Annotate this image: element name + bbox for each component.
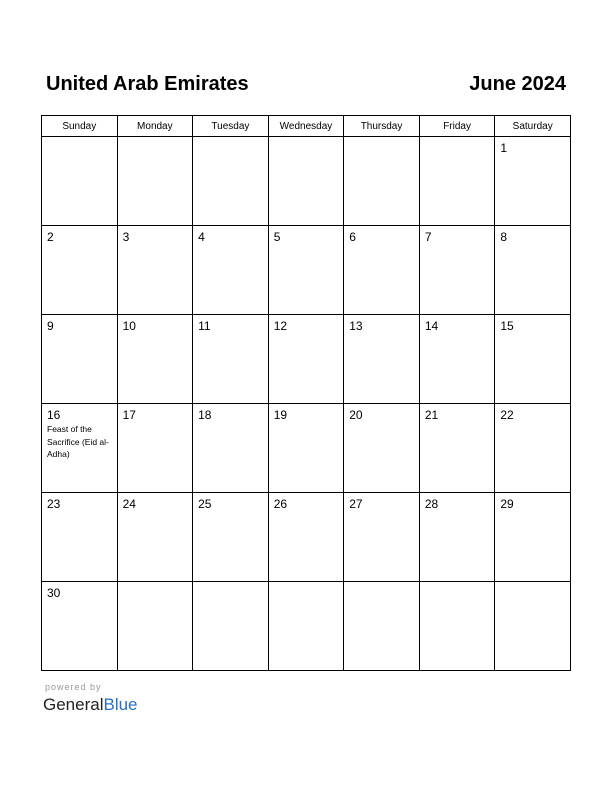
day-number <box>42 137 117 141</box>
day-number <box>193 582 268 586</box>
day-cell <box>344 493 420 582</box>
day-cell <box>344 404 420 493</box>
day-number: 27 <box>349 497 363 511</box>
empty-day-cell <box>193 137 269 226</box>
day-cell <box>268 404 344 493</box>
empty-day-cell <box>344 137 420 226</box>
day-number: 13 <box>349 319 363 333</box>
week-row <box>42 137 571 226</box>
day-number <box>420 137 495 141</box>
weekday-wednesday: Wednesday <box>268 116 344 137</box>
day-number <box>344 582 419 586</box>
day-number: 15 <box>500 319 514 333</box>
brand-blue-text: Blue <box>103 695 138 714</box>
day-cell <box>117 404 193 493</box>
empty-day-cell <box>419 582 495 671</box>
week-row <box>42 404 571 493</box>
day-cell <box>344 226 420 315</box>
weekday-sunday: Sunday <box>42 116 118 137</box>
day-cell <box>193 404 269 493</box>
day-number: 26 <box>273 497 288 511</box>
day-cell <box>117 493 193 582</box>
day-cell <box>419 493 495 582</box>
day-cell <box>42 315 118 404</box>
day-number <box>269 137 344 141</box>
empty-day-cell <box>117 137 193 226</box>
day-number: 9 <box>47 319 54 333</box>
day-cell <box>42 582 118 671</box>
day-cell <box>117 315 193 404</box>
day-cell <box>495 226 571 315</box>
weekday-thursday: Thursday <box>344 116 420 137</box>
brand-general-text: General <box>43 695 104 714</box>
day-number: 7 <box>424 230 432 244</box>
empty-day-cell <box>268 582 344 671</box>
day-number <box>269 582 344 586</box>
country-title: United Arab Emirates <box>46 73 249 95</box>
empty-day-cell <box>268 137 344 226</box>
holiday-label: Feast of the Sacrifice (Eid al-Adha) <box>47 424 109 459</box>
month-year-title: June 2024 <box>469 73 566 95</box>
day-cell <box>495 404 571 493</box>
day-number: 21 <box>424 408 439 422</box>
day-number: 19 <box>273 408 288 422</box>
day-number <box>420 582 495 586</box>
day-number: 6 <box>349 230 356 244</box>
day-number: 4 <box>198 230 205 244</box>
day-number: 14 <box>424 319 439 333</box>
day-number: 1 <box>500 141 508 155</box>
week-row <box>42 315 571 404</box>
week-row <box>42 226 571 315</box>
weekday-tuesday: Tuesday <box>193 116 269 137</box>
day-cell <box>193 493 269 582</box>
day-cell <box>117 226 193 315</box>
day-number <box>344 137 419 141</box>
day-number: 28 <box>424 497 439 511</box>
day-number: 18 <box>198 408 212 422</box>
day-cell <box>42 226 118 315</box>
week-row <box>42 493 571 582</box>
weekday-monday: Monday <box>117 116 193 137</box>
day-number: 16 <box>47 408 61 422</box>
footer-branding <box>43 682 138 716</box>
day-number: 3 <box>122 230 130 244</box>
day-number: 2 <box>47 230 54 244</box>
day-cell <box>419 315 495 404</box>
day-number <box>118 137 193 141</box>
weekday-saturday: Saturday <box>495 116 571 137</box>
day-cell <box>193 315 269 404</box>
day-number: 17 <box>122 408 136 422</box>
day-number: 22 <box>500 408 514 422</box>
powered-by-text: powered by <box>45 682 102 692</box>
month-calendar-grid <box>41 115 571 671</box>
day-cell <box>344 315 420 404</box>
empty-day-cell <box>42 137 118 226</box>
day-number: 24 <box>122 497 136 511</box>
empty-day-cell <box>117 582 193 671</box>
day-cell <box>268 493 344 582</box>
week-row <box>42 582 571 671</box>
generalblue-logo[interactable] <box>43 694 138 716</box>
day-cell <box>419 404 495 493</box>
weekday-header-row <box>42 116 571 137</box>
day-number <box>118 582 193 586</box>
weekday-friday: Friday <box>419 116 495 137</box>
day-number: 29 <box>500 497 514 511</box>
day-cell <box>42 493 118 582</box>
day-number: 8 <box>500 230 508 244</box>
empty-day-cell <box>495 582 571 671</box>
day-cell <box>419 226 495 315</box>
day-number <box>193 137 268 141</box>
empty-day-cell <box>419 137 495 226</box>
day-number <box>495 582 570 586</box>
calendar-header <box>46 70 566 100</box>
day-number: 25 <box>198 497 212 511</box>
day-number: 10 <box>122 319 136 333</box>
day-cell <box>193 226 269 315</box>
day-number: 23 <box>47 497 61 511</box>
day-number: 11 <box>198 319 211 333</box>
day-cell <box>42 404 118 493</box>
empty-day-cell <box>193 582 269 671</box>
day-cell <box>268 315 344 404</box>
day-cell <box>495 493 571 582</box>
day-number: 5 <box>273 230 281 244</box>
day-cell <box>268 226 344 315</box>
empty-day-cell <box>344 582 420 671</box>
day-cell <box>495 315 571 404</box>
day-cell <box>495 137 571 226</box>
day-number: 12 <box>273 319 288 333</box>
day-number: 30 <box>47 586 61 600</box>
day-number: 20 <box>349 408 363 422</box>
